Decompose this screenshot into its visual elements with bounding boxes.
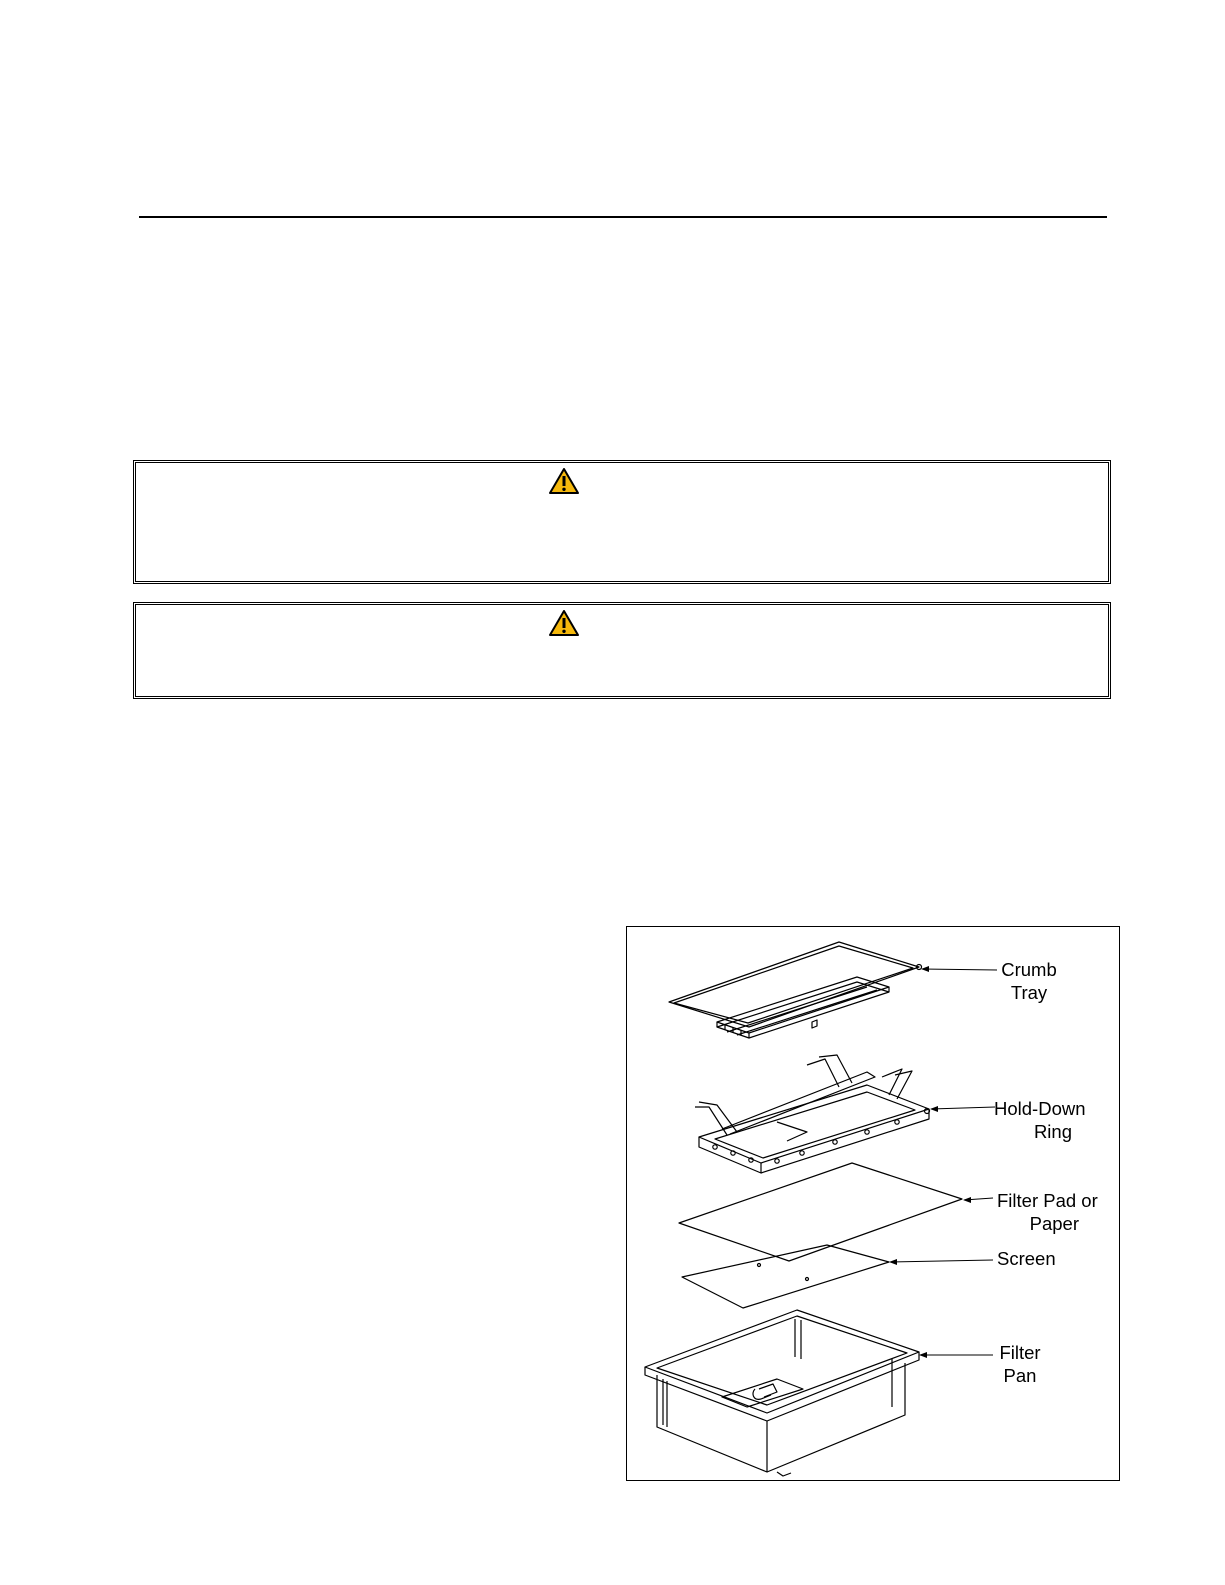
filter-pan-drawing: [645, 1310, 919, 1476]
crumb-tray-label: Crumb Tray: [1001, 959, 1057, 1003]
header-rule: [139, 216, 1107, 218]
filter-assembly-figure: [626, 926, 1120, 1481]
crumb-tray-drawing: [669, 942, 922, 1038]
hold-down-ring-drawing: [695, 1055, 930, 1173]
hold-down-ring-label: Hold-Down Ring: [994, 1098, 1086, 1142]
filter-pan-label: Filter Pan: [999, 1342, 1041, 1386]
warning-triangle-icon: [548, 609, 580, 637]
warning-triangle-icon: [548, 467, 580, 495]
leader-lines: [890, 969, 997, 1355]
screen-drawing: [682, 1245, 889, 1308]
screen-label: Screen: [997, 1248, 1056, 1269]
filter-pad-label: Filter Pad or Paper: [997, 1190, 1098, 1234]
warning-box-1: [133, 460, 1111, 584]
warning-box-2: [133, 602, 1111, 699]
